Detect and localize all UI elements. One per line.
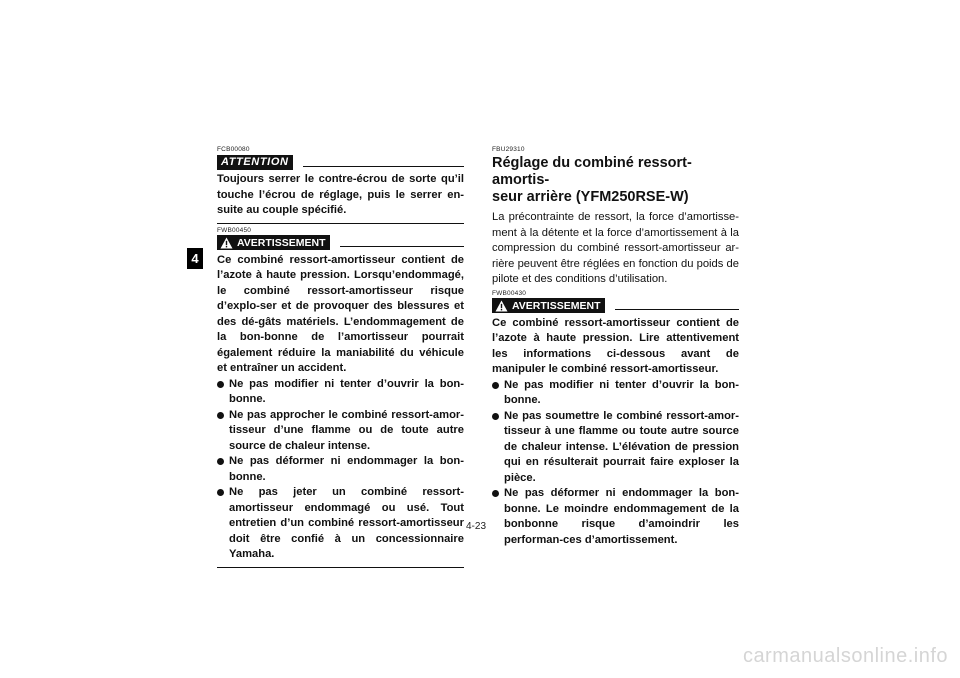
section-body: La précontrainte de ressort, la force d’amortisse-ment à la détente et la force d’amortissement à la compression du combiné ressort-amortisseur ar-rière peuvent être réglées en fonction du poids de pilote et des conditions d’utilisation. (492, 211, 739, 285)
section-title: Réglage du combiné ressort-amortis- seur arrière (YFM250RSE-W) (492, 155, 692, 205)
warning-code: FWB00430 (492, 289, 527, 297)
chapter-tab: 4 (187, 248, 203, 269)
section-code: FBU29310 (492, 146, 525, 153)
warning-code: FWB00450 (217, 226, 252, 234)
warning-label-box (492, 298, 605, 313)
warning-label: AVERTISSEMENT (237, 236, 326, 249)
section-end-rule (217, 567, 464, 568)
warning-intro: Ce combiné ressort-amortisseur contient de l’azote à haute pression. Lorsqu’endommagé, le combiné ressort-amortisseur risque d’explo-ser et de provoquer des blessures et des dé-gâts matériels. L’endommagement de la bon-bonne de l’amortisseur pourrait également réduire la maniabilité du véhicule et entraîner un accident. (217, 253, 464, 374)
bullet-dot (492, 490, 499, 497)
warning-banner (492, 298, 739, 314)
warning-intro: Ce combiné ressort-amortisseur contient de l’azote à haute pression. Lire attentivement les informations ci-dessous avant de manipuler le combiné ressort-amortisseur. (492, 316, 739, 375)
list-item: Ne pas modifier ni tenter d’ouvrir la bon-bonne. (492, 378, 739, 409)
bullet-dot (217, 489, 224, 496)
bullet-dot (217, 412, 224, 419)
list-item: Ne pas modifier ni tenter d’ouvrir la bon-bonne. (217, 377, 464, 408)
attention-code: FCB00080 (217, 146, 250, 153)
attention-text: Toujours serrer le contre-écrou de sorte qu’il touche l’écrou de réglage, puis le serrer en-suite au couple spécifié. (217, 173, 464, 216)
warning-banner (217, 235, 464, 251)
list-item: Ne pas déformer ni endommager la bon-bonne. (217, 454, 464, 485)
list-item: Ne pas déformer ni endommager la bon-bonne. Le moindre endommagement de la bonbonne risque d’amoindrir les performan-ces d’amortissement. (492, 486, 739, 548)
bullet-dot (217, 381, 224, 388)
section-divider (217, 223, 464, 224)
list-item: Ne pas soumettre le combiné ressort-amor-tisseur à une flamme ou toute autre source de chaleur intense. L’élévation de pression qui en résulterait pourrait faire exploser la pièce. (492, 409, 739, 487)
banner-rule (303, 158, 464, 167)
bullet-dot (492, 413, 499, 420)
warning-label: AVERTISSEMENT (512, 299, 601, 312)
watermark: carmanualsonline.info (742, 645, 948, 667)
warning-bullet-list (492, 378, 739, 549)
warning-triangle-icon (495, 300, 508, 312)
left-column (217, 146, 464, 571)
warning-bullet-list (217, 377, 464, 563)
attention-banner (217, 154, 464, 170)
attention-label: ATTENTION (217, 155, 293, 170)
right-column (492, 146, 739, 548)
list-item: Ne pas approcher le combiné ressort-amor-tisseur d’une flamme ou de toute autre source de chaleur intense. (217, 408, 464, 455)
warning-triangle-icon (220, 237, 233, 249)
bullet-dot (492, 382, 499, 389)
list-item: Ne pas jeter un combiné ressort-amortisseur endommagé ou usé. Tout entretien d’un combiné ressort-amortisseur doit être confié à un concessionnaire Yamaha. (217, 485, 464, 563)
page-number: 4-23 (466, 521, 487, 532)
warning-label-box (217, 235, 330, 250)
bullet-dot (217, 458, 224, 465)
banner-rule (340, 238, 464, 247)
banner-rule (615, 301, 739, 310)
